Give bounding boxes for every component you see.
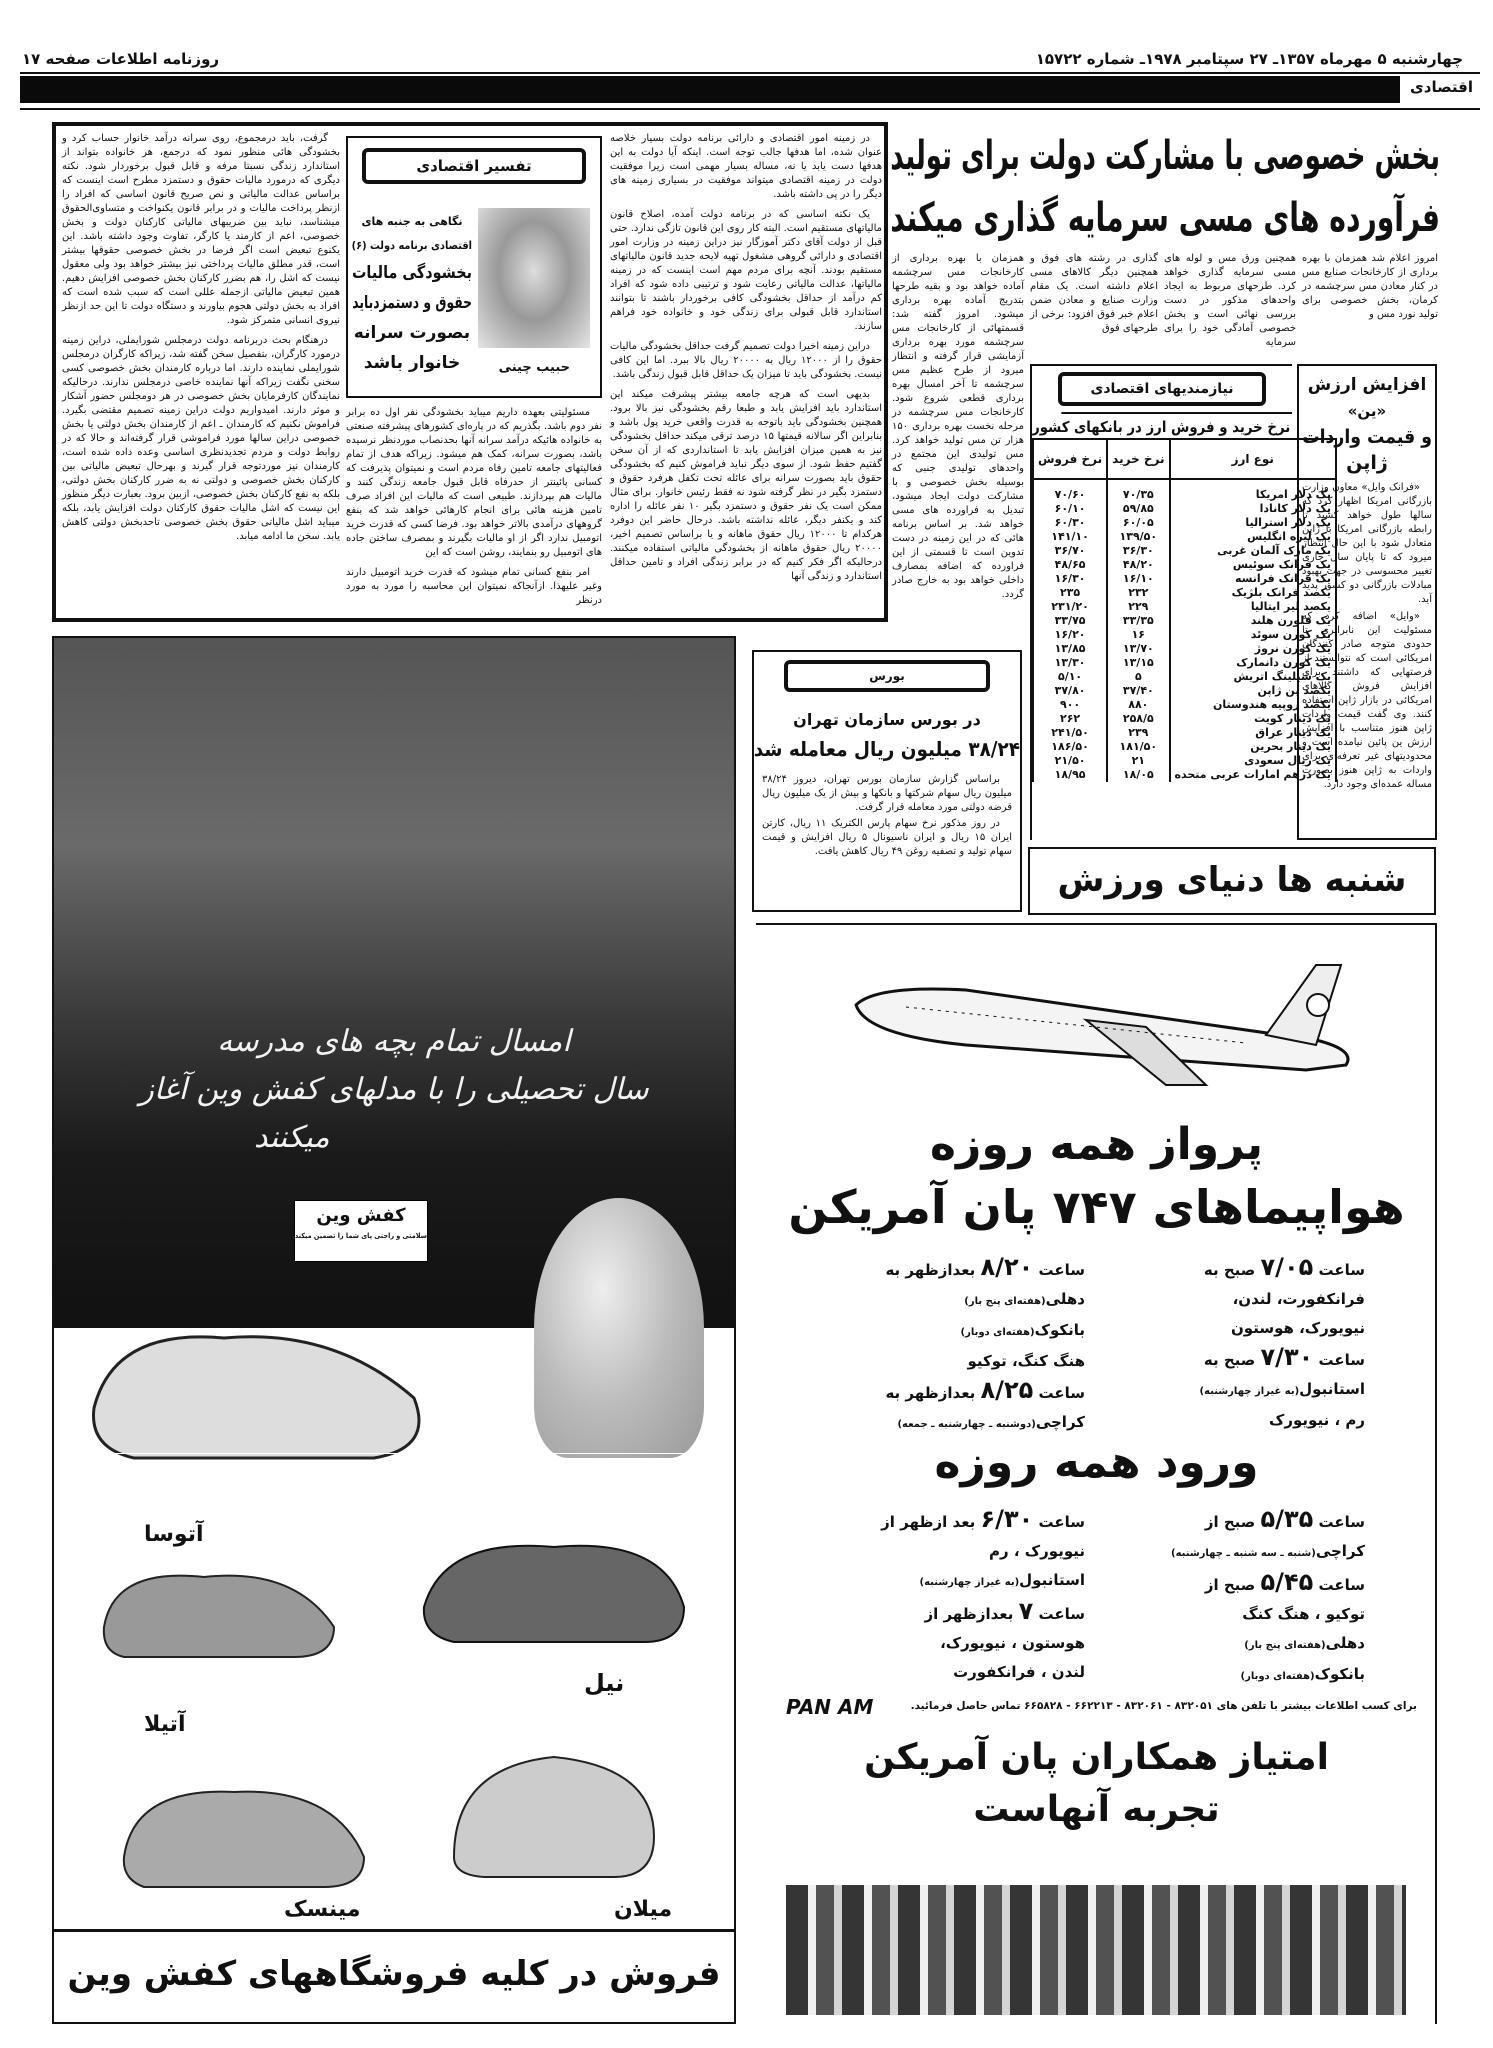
sell-rate: ۳۶/۷۰ [1033, 544, 1107, 558]
buy-rate: ۳۷/۴۰ [1107, 684, 1169, 698]
commentary-article [52, 122, 888, 622]
bourse-body [762, 773, 1012, 859]
kicker: اقتصادی برنامه دولت (۶) [351, 239, 472, 252]
divider [20, 72, 1480, 74]
currency-name: یک فلورن هلند [1170, 614, 1337, 628]
rate-row [1033, 544, 1336, 558]
frequency-note: (به غیراز چهارشنبه) [919, 1577, 1020, 1588]
rate-row [1033, 656, 1336, 670]
schedule-line [1125, 1660, 1365, 1691]
paragraph: «وایل» اضافه کرد که مسئولیت این نابرابری تا حدودی متوجه صادر کنندگان امریکائی است که نتوانستند از فرصتهایی که داشتند برای افزایش فروش کالاهای امریکائی در بازار ژاپن استفاده کنند. وی گفت قیمت واردات ژاپن هنوز متناسب با افزایش ارزش ین پائین نیامده است و محدودیتهای غیر تعرفه‌ای برای واردات به ژاپن هنوز بصورت مساله عمده‌ای وجود دارد. [1302, 611, 1432, 790]
flight-time: ۷/۳۰ [1260, 1343, 1314, 1371]
commentary-col-mid [346, 406, 602, 614]
sell-rate: ۶۰/۳۰ [1033, 516, 1107, 530]
title-line: حقوق و دستمزدباید [352, 293, 472, 313]
rate-row [1033, 558, 1336, 572]
divider [54, 1929, 734, 1932]
buy-rate: ۲۳۹ [1107, 726, 1169, 740]
flight-time: ۵/۳۵ [1260, 1505, 1314, 1533]
shoe-nil-icon [414, 1517, 694, 1657]
buy-rate: ۵ [1107, 670, 1169, 684]
schedule-text: صبح به [1203, 1261, 1256, 1279]
sell-rate: ۷۰/۶۰ [1033, 479, 1107, 502]
buy-rate: ۸۸۰ [1107, 698, 1169, 712]
slogan-line: امسال تمام بچه های مدرسه [217, 1024, 571, 1059]
sell-rate: ۱۸/۹۵ [1033, 768, 1107, 782]
city-list: نیویورک ، رم [989, 1542, 1085, 1560]
schedule-text: صبح از [1204, 1513, 1256, 1531]
commentary-col-left [62, 132, 340, 550]
sell-rate: ۲۳۱/۲۰ [1033, 600, 1107, 614]
departures-left [825, 1253, 1085, 1439]
city-list: کراچی [1035, 1413, 1085, 1431]
schedule-line [1125, 1314, 1365, 1343]
sell-rate: ۲۶۲ [1033, 712, 1107, 726]
headline: بخش خصوصی با مشارکت دولت برای تولید [890, 133, 1440, 179]
buy-rate: ۱۳۹/۵۰ [1107, 530, 1169, 544]
buy-rate: ۶۰/۰۵ [1107, 516, 1169, 530]
buy-rate: ۷۰/۳۵ [1107, 479, 1169, 502]
city-list: لندن ، فرانکفورت [953, 1663, 1085, 1681]
bourse-article [752, 650, 1022, 912]
buy-rate: ۱۶ [1107, 628, 1169, 642]
schedule-text: بعد ازظهر از [881, 1513, 976, 1531]
paragraph: امر بنفع کسانی تمام میشود که قدرت خرید اتومبیل دارند وغیر علیهذا. ازآنجاکه نمیتوان این محاسبه را مورد به مورد درنظر [346, 567, 602, 606]
girl-photo [534, 1198, 704, 1458]
frequency-note: (به غیراز چهارشنبه) [1199, 1386, 1300, 1397]
paragraph: «فرانک وایل» معاون وزارت بازرگانی امریکا اظهار کرد که سالها طول خواهد کشید تا رابطه بازرگانی امریکا با ژاپن متعادل شود با این حال انتظار میرود که تا پایان سال جاری تغییر محسوسی در جهت بهبود مبادلات بازرگانی دو کشور پدید آید. [1302, 482, 1432, 605]
schedule-line [1125, 1285, 1365, 1314]
frequency-note: (دوشنبه ـ چهارشنبه ـ جمعه) [897, 1419, 1036, 1430]
copper-col-4: همزمان با بهره برداری از کارخانجات مس سرچشمه آماده خواهد بود و بقیه طرحها بتدریج آماده بهره برداری میشود. امروز گفته شد: قسمتهائی از کارخانجات مس سرچشمه مورد بهره برداری آزمایشی قرار گرفته و انتظار میرود از طرح عظیم مس سرچشمه تا آخر امسال بهره برداری قطعی شروع شود. کارخانجات مس سرچشمه در مرحله نخست بهره برداری ۱۵۰ هزار تن مس تولید خواهد کرد. مس تولیدی این مجتمع در واحدهای تولیدی جنبی که بوسیله بخش خصوصی و با مشارکت دولت ایجاد میشود، تبدیل به فراورده های مسی خواهد شد. بر اساس برنامه هائی که در این زمینه در دست تدوین است تا قسمتی از این فراورده که اضافه بمصارف داخلی خواهد بود به خارج صادر گردد. [892, 253, 1024, 600]
sell-rate: ۴۸/۶۵ [1033, 558, 1107, 572]
model-label: آتوسا [144, 1522, 204, 1547]
rates-label: نیازمندیهای اقتصادی [1058, 372, 1266, 406]
divider [20, 108, 1480, 110]
schedule-line [825, 1253, 1085, 1285]
arrivals-left [825, 1505, 1085, 1687]
schedule-line [1125, 1253, 1365, 1285]
section-label: اقتصادی [1410, 78, 1473, 96]
yen-title [1302, 372, 1432, 476]
schedule-line [1125, 1375, 1365, 1406]
title-line: و قیمت واردات [1302, 426, 1432, 448]
schedule-text: ساعت [1038, 1261, 1085, 1279]
buy-rate: ۱۸/۰۵ [1107, 768, 1169, 782]
rate-row [1033, 530, 1336, 544]
rate-row [1033, 614, 1336, 628]
buy-rate: ۳۶/۳۰ [1107, 544, 1169, 558]
rate-row [1033, 740, 1336, 754]
buy-rate: ۱۸۱/۵۰ [1107, 740, 1169, 754]
schedule-line [825, 1347, 1085, 1376]
currency-name: یک لیره انگلیس [1170, 530, 1337, 544]
currency-name: یک دینار کویت [1170, 712, 1337, 726]
divider [54, 1453, 734, 1454]
title-line: «ین» [1347, 402, 1387, 420]
schedule-text: بعدازظهر به [885, 1384, 976, 1402]
paragraph: در زمینه امور اقتصادی و دارائی برنامه دولت بسیار خلاصه عنوان شده، اما هدفها جالب توجه است. اینکه آیا دولت به این هدفها دست یابد یا نه، مساله بسیار مهمی است زیرا موفقیت دولت در زمینه اقتصادی میتواند موفقیت در بسیاری زمینه های دیگر را در پی داشته باشد. [610, 133, 882, 200]
sell-rate: ۱۶/۳۰ [1033, 572, 1107, 586]
slogan-line: سال تحصیلی را با مدلهای کفش وین آغاز [139, 1072, 649, 1107]
currency-name: یکصد روپیه هندوستان [1170, 698, 1337, 712]
brand-logo-box [294, 1200, 428, 1262]
rate-row [1033, 600, 1336, 614]
rate-row [1033, 642, 1336, 656]
panam-slogan: تجربه آنهاست [973, 1789, 1220, 1830]
city-list: بانکوک [1034, 1321, 1085, 1339]
sell-rate: ۵/۱۰ [1033, 670, 1107, 684]
commentary-col-right [610, 132, 882, 590]
rate-row [1033, 586, 1336, 600]
col-header: نرخ خرید [1107, 439, 1169, 479]
rate-row [1033, 712, 1336, 726]
title-line: بصورت سرانه [353, 323, 471, 343]
rate-row [1033, 516, 1336, 530]
buy-rate: ۱۳/۱۵ [1107, 656, 1169, 670]
bourse-title: در بورس سازمان تهران [793, 710, 981, 729]
rates-section [1030, 364, 1332, 840]
currency-name: یک دلار استرالیا [1170, 516, 1337, 530]
chalk-slogan [94, 1018, 694, 1162]
currency-name: یک دینار بحرین [1170, 740, 1337, 754]
crew-photo [786, 1885, 1406, 2015]
buy-rate: ۱۳/۷۰ [1107, 642, 1169, 656]
brand-tagline: سلامتی و راحتی پای شما را تضمین میکند [294, 1232, 427, 1240]
flight-time: ۸/۲۰ [980, 1253, 1034, 1281]
flight-time: ۷/۰۵ [1260, 1253, 1314, 1281]
currency-name: یک مارک آلمان غربی [1170, 544, 1337, 558]
currency-name: یک کورن سوئد [1170, 628, 1337, 642]
commentary-header-box [346, 136, 602, 398]
schedule-line [825, 1505, 1085, 1537]
schedule-line [825, 1597, 1085, 1629]
schedule-line [825, 1658, 1085, 1687]
sports-banner: شنبه ها دنیای ورزش [1028, 847, 1436, 915]
currency-name: یک فرانک سوئیس [1170, 558, 1337, 572]
shoe-atusa-icon [94, 1547, 354, 1667]
yen-article [1297, 364, 1437, 840]
schedule-line [825, 1316, 1085, 1347]
schedule-line [825, 1376, 1085, 1408]
headline: فرآورده های مسی سرمایه گذاری میکند [890, 195, 1440, 241]
flight-time: ۸/۲۵ [980, 1376, 1034, 1404]
schedule-text: صبح به [1203, 1351, 1256, 1369]
paragraph: گرفت، باید درمجموع، روی سرانه درآمد خانوار حساب کرد و بخشودگی هائی منظور نمود که درجمع، هر خانواده بتواند از استاندارد زندگی نسبتا مرفه و قابل قبول برخوردار شود. نکته دیگری که درمورد مالیات حقوق و دستمزد مطرح است اینست که براساس عدالت مالیاتی و نص صریح قانون اساسی که افراد را ازنظر پرداخت مالیات و در برابر قانون یکنواخت و متساوی‌الحقوق میشناسد، نباید بین ضریبهای مالیاتی کارکنان دولت و بخش خصوصی، اعم از کارمند یا کارگر، تفاوت وجود داشته باشد. این یکنوع تبعیض است اگر فرضا در بخش خصوصی حقوقها بیشتر است، قدر مطلق مالیات پرداختی نیز بیشتر خواهد بود ولی معقول نیست که اشل را، هم بضرر کارکنان بخش خصوصی افزایش دهیم. همین تبعیض مالیاتی ازجمله عللی است که سبب شده است که افراد به بخش دولتی هجوم بیاورند و دستگاه دولت تا این حد ازنظر نیروی انسانی متمرکز شود. [62, 133, 340, 326]
schedule-line [1125, 1343, 1365, 1375]
schedule-line [1125, 1537, 1365, 1568]
schedule-line [1125, 1406, 1365, 1435]
schedule-text: بعدازظهر از [924, 1605, 1014, 1623]
boeing-747-illustration [846, 945, 1366, 1105]
departures-right [1125, 1253, 1365, 1435]
title-line: بخشودگی مالیات [351, 263, 472, 283]
rate-row [1033, 768, 1336, 782]
city-list: هنگ کنگ، توکیو [967, 1352, 1085, 1370]
schedule-line [1125, 1505, 1365, 1537]
city-list: فرانکفورت، لندن، [1232, 1290, 1365, 1308]
title-line: ژاپن [1346, 452, 1388, 474]
buy-rate: ۱۶/۱۰ [1107, 572, 1169, 586]
paragraph: مسئولیتی بعهده داریم میباید بخشودگی نفر اول ده برابر نفر دوم باشد. بگذریم که در پاره‌ای کشورهای پیشرفته صنعتی به خانواده هائیکه درآمد سرانه آنها بحدنصاب موردنظر نرسیده باشد، بصورت سرانه، کمک هم میشود. زیراکه هدف از تمام فعالیتهای جامعه تامین رفاه مردم است و نمیتوان پذیرفت که کسانی پائینتر از حدرفاه قابل قبول جامعه زندگی کنند و مالیات هم بپردازند. طبیعی است که مالیات این افراد صرف تامین هزینه هائی برای انجام کارهائی خواهد شد که بنفع گروههای درآمدی بالاتر خواهد بود. فرضا کسی که قدرت خرید اتومبیل ندارد اگر از او مالیات بگیرند و بمصرف ساختن جاده های اتومبیل رو بنمایند، روشن است که این [346, 407, 602, 558]
rate-row [1033, 628, 1336, 642]
section-bar [20, 76, 1400, 103]
model-label: میلان [614, 1897, 673, 1922]
schedule-text: ساعت [1038, 1513, 1085, 1531]
shoe-illustration [74, 1288, 454, 1478]
shoe-minsk-icon [114, 1767, 374, 1897]
currency-name: یک درهم امارات عربی متحده [1170, 768, 1337, 782]
schedule-line [1125, 1629, 1365, 1660]
currency-name: یک کورن دانمارک [1170, 656, 1337, 670]
author-photo [478, 208, 590, 348]
model-label: آتیلا [144, 1712, 186, 1737]
panam-globe-icon [1307, 994, 1329, 1016]
brand-name: کفش وین [316, 1205, 406, 1226]
schedule-text: ساعت [1038, 1384, 1085, 1402]
contact-line: برای کسب اطلاعات بیشتر با تلفن های ۸۳۲۰۵۱ - ۸۳۲۰۶۱ - ۶۶۲۲۱۳ - ۶۶۵۸۲۸ تماس حاصل فرمائید. [910, 1700, 1417, 1712]
schedule-line [825, 1285, 1085, 1316]
title-line: خانوار باشد [363, 353, 461, 373]
flight-time: ۶/۳۰ [980, 1505, 1034, 1533]
city-list: استانبول [1019, 1571, 1085, 1589]
currency-name: یک شیلینگ اتریش [1170, 670, 1337, 684]
author-name: حبیب چینی [498, 360, 570, 375]
paragraph: بدیهی است که هرچه جامعه بیشتر پیشرفت میکند این استاندارد باید افزایش یابد و طبعا رقم بخشودگی نیز بالا برود. همچنین بخشودگی باید باتوجه به قدرت واقعی خرید پول باشد و بنابراین اگر سالانه قیمتها ۱۵ درصد ترقی میکند حداقل بخشودگی نیز به همین میزان افزایش یابد تا استانداردی که از آن سخن گفتیم حفظ شود. از سوی دیگر نباید فراموش کنیم که بخشودگی حقوق باید بصورت سرانه برای عائله تحت تکفل هرفرد حقوق و دستمزد بگیر در نظر گرفته شود نه فقط رئیس خانوار. برای مثال ممکن است یک نفر حقوق و دستمزد بگیر ۱۰ نفر عائله را اداره کند و یکنفر دیگر، عائله نداشته باشد. درحال حاضر این دوفرد هرکدام تا ۱۲۰۰۰ ریال حقوق ماهانه و یا براساس تصمیم اخیر، ۲۰۰۰۰ ریال حقوق ماهانه از بخشودگی مالیاتی استفاده میکنند. درحالیکه اگر فکر کنیم که در برابر زندگی افراد و تامین حداقل استاندارد و زندگی آنها [610, 389, 882, 582]
col-header: نرخ فروش [1033, 439, 1107, 479]
currency-name: یک کورن نروژ [1170, 642, 1337, 656]
city-list: توکیو ، هنگ کنگ [1242, 1605, 1365, 1623]
sell-rate: ۹۰۰ [1033, 698, 1107, 712]
shoe-milan-icon [434, 1737, 674, 1887]
city-list: دهلی [1045, 1290, 1085, 1308]
panam-headline: پرواز همه روزه [930, 1119, 1263, 1170]
buy-rate: ۲۱ [1107, 754, 1169, 768]
schedule-line [825, 1629, 1085, 1658]
title-line: افزایش ارزش [1307, 375, 1427, 395]
schedule-line [1125, 1568, 1365, 1600]
paragraph: یک نکته اساسی که در برنامه دولت آمده، اصلاح قانون مالیاتهای مستقیم است. البته کار روی این قانون تازگی ندارد. حتی قبل از دولت آقای دکتر آموزگار نیز دراین زمینه در وزارت امور اقتصادی و دارائی گروهی مشغول تهیه لایحه جدید قانون مالیاتهای مستقیم بودند. آنچه برای مردم مهم است اینست که در زمینه مالیاتها، عدالت مالیاتی رعایت شود و ترتیبی داده شود که افراد کم درآمد از حداقل بخشودگی کافی برخوردار باشند تا بتوانند استاندارد قابل قبولی برای زندگی خود و خانواده خود فراهم سازند. [610, 209, 882, 332]
currency-name: یکصد فرانک بلژیک [1170, 586, 1337, 600]
kicker: نگاهی به جنبه های [361, 215, 463, 228]
schedule-text: صبح از [1204, 1576, 1256, 1594]
frequency-note: (هفته‌ای پنج بار) [1244, 1640, 1326, 1651]
schedule-text: ساعت [1318, 1513, 1365, 1531]
yen-body [1302, 481, 1432, 792]
city-list: کراچی [1315, 1542, 1365, 1560]
model-label: مینسک [284, 1897, 361, 1922]
rate-row [1033, 726, 1336, 740]
arrivals-headline: ورود همه روزه [934, 1437, 1259, 1488]
copper-article [890, 125, 1440, 249]
schedule-text: ساعت [1318, 1576, 1365, 1594]
flight-time: ۵/۴۵ [1260, 1568, 1314, 1596]
city-list: رم ، نیویورک [1269, 1411, 1365, 1429]
sell-rate: ۳۳/۷۵ [1033, 614, 1107, 628]
frequency-note: (هفته‌ای دوبار) [1240, 1671, 1315, 1682]
rate-row [1033, 479, 1336, 502]
paragraph: درهنگام بحث دربرنامه دولت درمجلس شورایملی، دراین زمینه درمورد کارگران، بتفصیل سخن گفته شد، زیراکه کارگران درمجلس شورایملی نماینده دارند. اما درباره کارمندان بخش خصوصی کسی سخنی نگفت زیراکه آنها نماینده خاصی درمجلس ندارند. درحالیکه نمایندگان کارفرمایان بخش خصوصی در هر دومجلس حضور آشکار و موثر دارند. امیدواریم دولت دراین زمینه تصمیم مقتضی بگیرد. فراموش نکنیم که کارمندان ـ اعم از کارمندان بخش دولتی یا بخش خصوصی دراین سالها مورد فراموشی قرار گرفته‌اند و حالا که در روابط دولت و مردم تجدیدنظری اساسی وعده داده شده است، کارمندان نیز موردتوجه قرار گیرند و بهرحال تبعیض مالیاتی بین کارکنان بخش خصوصی و دولتی نه به ضرر کارکنان بخش دولتی، بلکه به نفع کارکنان بخش خصوصی، ازبین برود. بعبارت دیگر منظور این نیست که اشل مالیات حقوق کارکنان دولت افزایش یابد، بلکه میباید اشل مالیاتی حقوق بخش خصوصی تاحدبخش دولتی کاهش یابد. سخن ما ادامه میابد. [62, 335, 340, 542]
bourse-title: ۳۸/۲۴ میلیون ریال معامله شد [753, 737, 1020, 761]
city-list: استانبول [1299, 1380, 1365, 1398]
rate-row [1033, 684, 1336, 698]
rates-table [1032, 438, 1337, 782]
copper-col-3: گذاری در رشته های فوق و همچنین دیگر کالاهای مسی اعلام داشته است. یک مقام وزارت صنایع و معادن ضمن اعلام خبر فوق افزود: برخی از طرحهای فوق [1030, 253, 1158, 334]
sell-rate: ۳۷/۸۰ [1033, 684, 1107, 698]
panam-ad [756, 923, 1437, 2024]
rates-title: نرخ خرید و فروش ارز در بانکهای کشور [1061, 412, 1292, 438]
currency-name: یک دلار امریکا [1170, 479, 1337, 502]
frequency-note: (هفته‌ای دوبار) [960, 1327, 1035, 1338]
city-list: بانکوک [1314, 1665, 1365, 1683]
sell-rate: ۱۳/۳۰ [1033, 656, 1107, 670]
rate-row [1033, 698, 1336, 712]
paragraph: در روز مذکور نرخ سهام پارس الکتریک ۱۱ ریال، کارتن ایران ۱۵ ریال و ایران ناسیونال ۵ ریال افزایش و قیمت سهام تولید و تصفیه روغن ۴۹ ریال کاهش یافت. [762, 818, 1012, 857]
currency-name: یک فرانک فرانسه [1170, 572, 1337, 586]
city-list: نیویورک، هوستون [1231, 1319, 1365, 1337]
buy-rate: ۲۲۹ [1107, 600, 1169, 614]
copper-col-2: همچنین ورق مس و لوله های مسی سرمایه گذاری خواهد کرد. طرحهای مربوط به ایجاد واحدهای مذکور در دست بررسی نهائی است و بخش خصوصی آمادگی خود را برای سرمایه [1164, 253, 1296, 348]
schedule-line [1125, 1600, 1365, 1629]
sell-rate: ۲۴۱/۵۰ [1033, 726, 1107, 740]
copper-col-1: امروز اعلام شد همزمان با بهره برداری از کارخانجات صنایع مس در کنار معادن مس سرچشمه در کرمان، بخش خصوصی برای تولید نورد مس و [1302, 253, 1438, 320]
city-list: دهلی [1325, 1634, 1365, 1652]
frequency-note: (هفته‌ای پنج بار) [964, 1296, 1046, 1307]
bourse-label: بورس [784, 660, 990, 692]
col-header: نوع ارز [1170, 439, 1337, 479]
sell-rate: ۱۸۶/۵۰ [1033, 740, 1107, 754]
commentary-title [352, 210, 472, 378]
schedule-text: ساعت [1038, 1605, 1085, 1623]
masthead-date: چهارشنبه ۵ مهرماه ۱۳۵۷ـ ۲۷ سپتامبر ۱۹۷۸ـ شماره ۱۵۷۲۲ [1035, 50, 1463, 68]
schedule-line [825, 1566, 1085, 1597]
panam-logo: PAN AM [786, 1695, 874, 1719]
buy-rate: ۲۳۲ [1107, 586, 1169, 600]
model-label: نیل [584, 1669, 625, 1697]
shoe-ad [52, 636, 736, 2024]
panam-slogan: امتیاز همکاران پان آمریکن [864, 1737, 1329, 1778]
currency-name: یکصد ین ژاپن [1170, 684, 1337, 698]
schedule-text: ساعت [1318, 1261, 1365, 1279]
schedule-text: بعدازظهر به [885, 1261, 976, 1279]
arrivals-right [1125, 1505, 1365, 1691]
paragraph: براساس گزارش سازمان بورس تهران، دیروز ۳۸/۲۴ میلیون ریال سهام شرکتها و بانکها و بیش از یک میلیون ریال قرضه دولتی مورد معامله قرار گرفت. [762, 774, 1012, 813]
currency-name: یک ریال سعودی [1170, 754, 1337, 768]
paragraph: دراین زمینه اخیرا دولت تصمیم گرفت حداقل بخشودگی مالیات حقوق را از ۱۲۰۰۰ ریال به ۲۰۰۰۰ ریال بالا ببرد. اما این کافی نیست. بخشودگی باید تا میزان یک حداقل قابل قبول زندگی باشد. [610, 341, 883, 380]
buy-rate: ۵۹/۸۵ [1107, 502, 1169, 516]
buy-rate: ۳۳/۳۵ [1107, 614, 1169, 628]
sell-rate: ۶۰/۱۰ [1033, 502, 1107, 516]
schedule-text: ساعت [1318, 1351, 1365, 1369]
buy-rate: ۲۵۸/۵ [1107, 712, 1169, 726]
sell-rate: ۱۴۱/۱۰ [1033, 530, 1107, 544]
buy-rate: ۴۸/۲۰ [1107, 558, 1169, 572]
schedule-line [825, 1537, 1085, 1566]
commentary-label: تفسیر اقتصادی [362, 148, 586, 184]
currency-name: یک دلار کانادا [1170, 502, 1337, 516]
rate-row [1033, 754, 1336, 768]
slogan-line: میکنند [254, 1120, 330, 1155]
frequency-note: (شنبه ـ سه شنبه ـ چهارشنبه) [1171, 1548, 1316, 1559]
rate-row [1033, 670, 1336, 684]
currency-name: یک دینار عراق [1170, 726, 1337, 740]
sell-rate: ۱۶/۲۰ [1033, 628, 1107, 642]
rate-row [1033, 502, 1336, 516]
panam-headline: هواپیماهای ۷۴۷ پان آمریکن [788, 1180, 1405, 1234]
sell-rate: ۲۳۵ [1033, 586, 1107, 600]
city-list: هوستون ، نیویورک، [940, 1634, 1085, 1652]
sell-rate: ۱۳/۸۵ [1033, 642, 1107, 656]
currency-name: یکصد لیر ایتالیا [1170, 600, 1337, 614]
sell-rate: ۲۱/۵۰ [1033, 754, 1107, 768]
masthead-page: روزنامه اطلاعات صفحه ۱۷ [22, 50, 220, 68]
shoe-ad-footer: فروش در کلیه فروشگاههای کفش وین [67, 1954, 721, 1994]
rate-row [1033, 572, 1336, 586]
flight-time: ۷ [1018, 1597, 1034, 1625]
